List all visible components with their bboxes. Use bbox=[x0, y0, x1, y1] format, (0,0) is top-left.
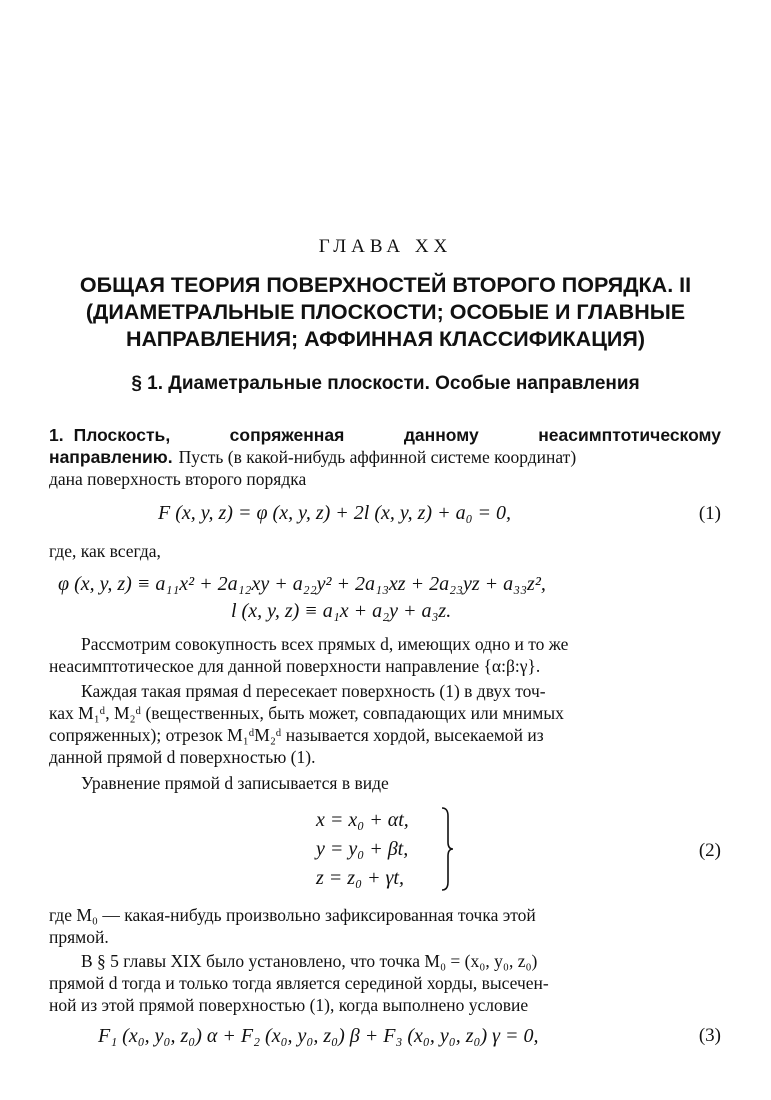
paragraph-line bbox=[49, 633, 721, 655]
paragraph-number: 1. bbox=[49, 425, 64, 445]
paragraph-line bbox=[49, 724, 721, 746]
paragraph-6 bbox=[49, 950, 721, 1016]
paragraph-line bbox=[49, 424, 721, 446]
equation-number-1: (1) bbox=[698, 503, 721, 524]
paragraph-text: Уравнение прямой d записывается в виде bbox=[81, 773, 389, 793]
where-line bbox=[49, 540, 721, 562]
paragraph-title-end: направлению. bbox=[49, 447, 173, 467]
paragraph-1 bbox=[49, 424, 721, 490]
definition-phi: φ (x, y, z) ≡ a₁₁x² + 2a₁₂xy + a₂₂y² + 2a₁₃xz + 2a₂₃yz + a₃₃z², bbox=[58, 573, 546, 595]
paragraph-text: неасимптотическое для данной поверхности направление {α:β:γ}. bbox=[49, 656, 541, 676]
paragraph-text: В § 5 главы XIX было установлено, что точка M₀ = (x₀, y₀, z₀) bbox=[81, 951, 538, 971]
system-row: z = z₀ + γt, bbox=[316, 867, 404, 889]
paragraph-line bbox=[49, 680, 721, 702]
equation-number-3: (3) bbox=[698, 1025, 721, 1046]
equation-number-2: (2) bbox=[698, 840, 721, 861]
equation-1: F (x, y, z) = φ (x, y, z) + 2l (x, y, z) + a₀ = 0, bbox=[158, 502, 512, 524]
paragraph-line bbox=[49, 950, 721, 972]
chapter-label: ГЛАВА XX bbox=[318, 236, 453, 257]
paragraph-line bbox=[49, 446, 721, 468]
system-row: y = y₀ + βt, bbox=[316, 838, 409, 860]
equation-2-system bbox=[316, 806, 409, 893]
paragraph-text: сопряженных); отрезок M₁ᵈM₂ᵈ называется хордой, высекаемой из bbox=[49, 725, 544, 745]
section-heading: § 1. Диаметральные плоскости. Особые направления bbox=[131, 373, 640, 394]
paragraph-line bbox=[49, 655, 721, 677]
equation-3: F₁ (x₀, y₀, z₀) α + F₂ (x₀, y₀, z₀) β + F₃ (x₀, y₀, z₀) γ = 0, bbox=[98, 1025, 539, 1047]
paragraph-text: дана поверхность второго порядка bbox=[49, 469, 307, 489]
paragraph-line bbox=[49, 972, 721, 994]
right-brace-icon bbox=[440, 806, 454, 892]
paragraph-line bbox=[49, 904, 721, 926]
paragraph-text: Рассмотрим совокупность всех прямых d, имеющих одно и то же bbox=[81, 634, 569, 654]
system-row: x = x₀ + αt, bbox=[316, 809, 409, 831]
paragraph-3 bbox=[49, 680, 721, 768]
definition-l: l (x, y, z) ≡ a₁x + a₂y + a₃z. bbox=[231, 600, 452, 622]
paragraph-text: где M₀ — какая-нибудь произвольно зафиксированная точка этой bbox=[49, 905, 536, 925]
paragraph-text: прямой d тогда и только тогда является серединой хорды, высечен- bbox=[49, 973, 549, 993]
paragraph-line bbox=[49, 702, 721, 724]
paragraph-line bbox=[49, 746, 721, 768]
paragraph-5 bbox=[49, 904, 721, 948]
paragraph-text: Пусть (в какой-нибудь аффинной системе координат) bbox=[178, 447, 577, 467]
chapter-title-line: ОБЩАЯ ТЕОРИЯ ПОВЕРХНОСТЕЙ ВТОРОГО ПОРЯДКА. II bbox=[79, 273, 692, 297]
chapter-title bbox=[60, 272, 711, 353]
paragraph-line bbox=[49, 926, 721, 948]
paragraph-text: ках M₁ᵈ, M₂ᵈ (вещественных, быть может, совпадающих или мнимых bbox=[49, 703, 564, 723]
paragraph-2 bbox=[49, 633, 721, 677]
where-text: где, как всегда, bbox=[49, 541, 161, 561]
paragraph-text: прямой. bbox=[49, 927, 109, 947]
paragraph-line bbox=[49, 994, 721, 1016]
chapter-title-line: НАПРАВЛЕНИЯ; АФФИННАЯ КЛАССИФИКАЦИЯ) bbox=[126, 327, 645, 351]
paragraph-text: данной прямой d поверхностью (1). bbox=[49, 747, 316, 767]
paragraph-4 bbox=[49, 772, 721, 794]
paragraph-title: Плоскость, сопряженная данному неасимптотическому bbox=[73, 425, 721, 445]
chapter-title-line: (ДИАМЕТРАЛЬНЫЕ ПЛОСКОСТИ; ОСОБЫЕ И ГЛАВНЫЕ bbox=[85, 300, 686, 324]
paragraph-line bbox=[49, 468, 721, 490]
paragraph-text: ной из этой прямой поверхностью (1), когда выполнено условие bbox=[49, 995, 529, 1015]
paragraph-text: Каждая такая прямая d пересекает поверхность (1) в двух точ- bbox=[81, 681, 546, 701]
paragraph-line bbox=[49, 772, 721, 794]
